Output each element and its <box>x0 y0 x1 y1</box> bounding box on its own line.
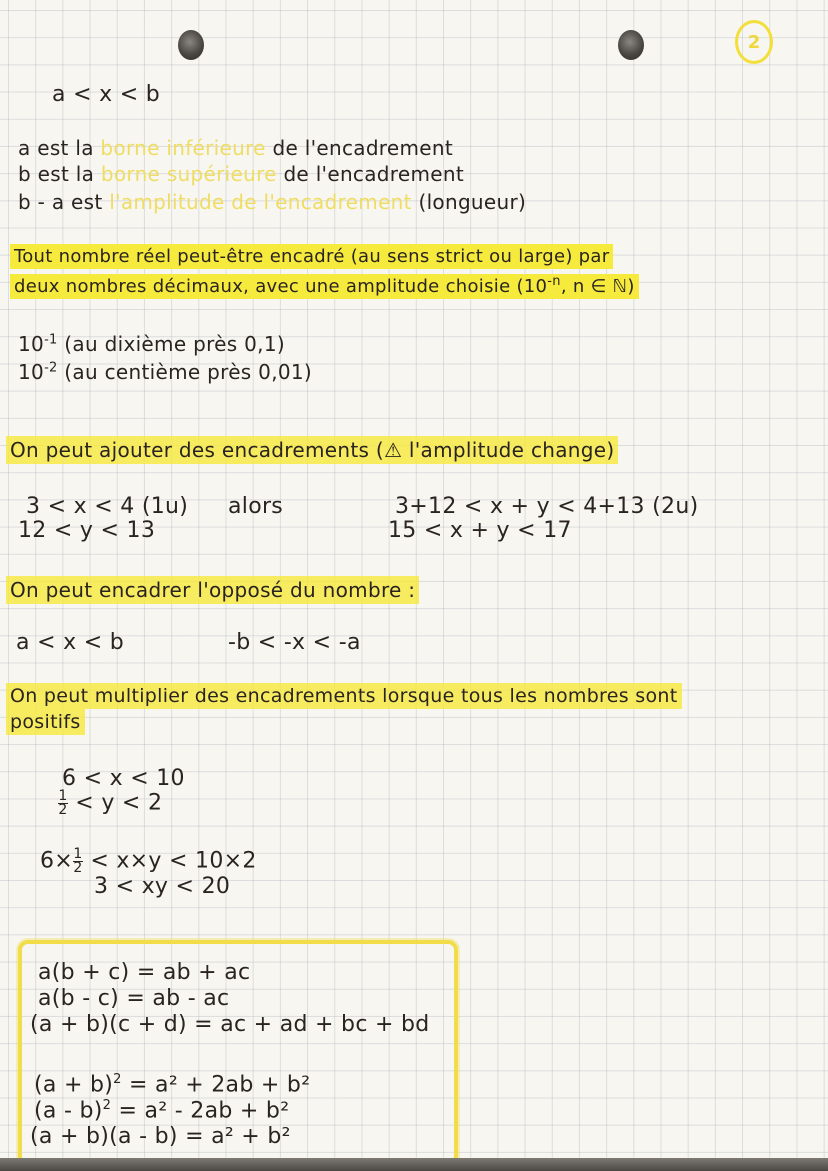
fraction: $\frac{1}{2}$ <box>58 788 68 818</box>
add-then: alors <box>228 494 284 519</box>
definition-suffix: de l'encadrement <box>272 136 454 160</box>
opposite-left: a < x < b <box>16 630 125 655</box>
rule-real-line2 <box>10 274 639 297</box>
rule-multiply-title-2 <box>6 711 85 733</box>
definition-term: borne supérieure <box>100 162 277 186</box>
page-number-badge: 2 <box>735 20 773 64</box>
rule-multiply-title-1 <box>6 685 682 707</box>
definition-term: l'amplitude de l'encadrement <box>109 190 412 214</box>
rule-real-line1 <box>10 246 613 267</box>
rule-opposite-title <box>6 578 419 602</box>
highlighted-text: On peut multiplier des encadrements lorsque tous les nombres sont <box>6 683 682 709</box>
main-inequality: a < x < b <box>52 82 161 107</box>
example-text: (au dixième près 0,1) <box>64 332 285 356</box>
identity-3: (a + b)(a - b) = a² + b² <box>30 1124 291 1149</box>
binder-hole-left <box>178 30 204 60</box>
power-exponent: -2 <box>44 360 58 376</box>
add-left-1: 3 < x < 4 (1u) <box>26 494 189 519</box>
example-hundredth <box>18 360 312 384</box>
binder-hole-right <box>618 30 644 60</box>
definition-upper-bound <box>18 162 464 186</box>
formula-distributive-1: a(b + c) = ab + ac <box>38 960 251 985</box>
power-exponent: -1 <box>44 332 58 348</box>
definition-suffix: de l'encadrement <box>283 162 464 186</box>
highlighted-text: On peut ajouter des encadrements (⚠ l'amplitude change) <box>6 436 618 464</box>
definition-subject: b - a est <box>18 190 103 214</box>
multiply-line-2: $\frac{1}{2}$ < y < 2 <box>58 788 163 818</box>
add-right-2: 15 < x + y < 17 <box>388 518 572 543</box>
definition-amplitude <box>18 190 526 214</box>
add-right-1: 3+12 < x + y < 4+13 (2u) <box>395 494 699 519</box>
example-tenth <box>18 332 285 356</box>
opposite-right: -b < -x < -a <box>228 630 361 655</box>
fraction: $\frac{1}{2}$ <box>73 846 83 876</box>
multiply-line-1: 6 < x < 10 <box>62 766 185 791</box>
identity-1: $(a + b)^2 = a^2 + 2ab + b^2$ <box>34 1072 311 1098</box>
highlighted-text: positifs <box>6 709 85 735</box>
rule-add-title <box>6 438 618 462</box>
identity-2: (a - b)$^2$ = a² - 2ab + b² <box>34 1098 290 1124</box>
formula-distributive-3: (a + b)(c + d) = ac + ad + bc + bd <box>30 1012 430 1037</box>
highlighted-text: On peut encadrer l'opposé du nombre : <box>6 576 419 604</box>
example-text: (au centième près 0,01) <box>64 360 313 384</box>
definition-lower-bound <box>18 136 453 160</box>
page-bottom-edge <box>0 1158 828 1171</box>
formula-distributive-2: a(b - c) = ab - ac <box>38 986 230 1011</box>
add-left-2: 12 < y < 13 <box>18 518 156 543</box>
highlighted-text: deux nombres décimaux, avec une amplitude choisie ($10^{-n}$, n ∈ ℕ) <box>10 274 639 299</box>
multiply-line-4: 3 < xy < 20 <box>94 874 231 899</box>
highlighted-text: Tout nombre réel peut-être encadré (au sens strict ou large) par <box>10 244 613 269</box>
definition-subject: a est la <box>18 136 94 160</box>
definition-suffix: (longueur) <box>418 190 527 214</box>
definition-term: borne inférieure <box>100 136 266 160</box>
power-base: 10 <box>18 332 45 356</box>
multiply-line-3: 6× $\frac{1}{2}$ < x×y < 10×2 <box>40 846 257 876</box>
power-base: 10 <box>18 360 45 384</box>
definition-subject: b est la <box>18 162 95 186</box>
